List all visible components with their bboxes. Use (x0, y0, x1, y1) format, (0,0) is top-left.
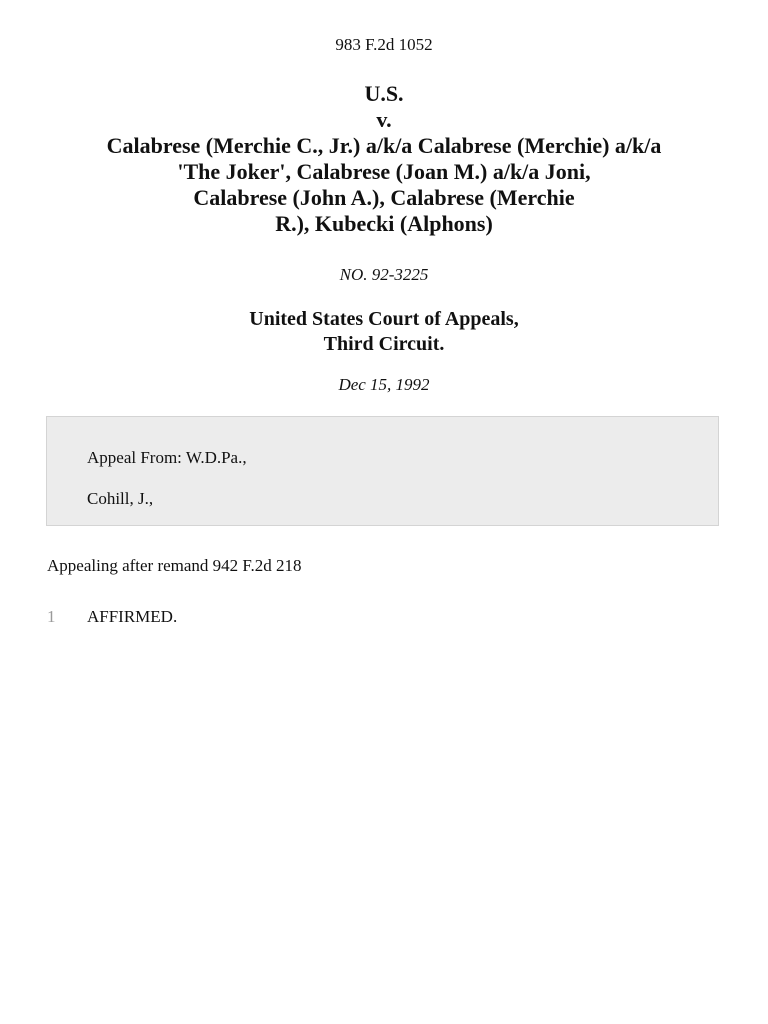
court-name-line: United States Court of Appeals, (249, 308, 519, 330)
case-title-line: Calabrese (Merchie C., Jr.) a/k/a Calabrese (Merchie) a/k/a (106, 133, 662, 158)
case-title-line: R.), Kubecki (Alphons) (275, 211, 493, 236)
case-title-line: v. (376, 107, 392, 132)
court-name (0, 307, 768, 357)
case-citation: 983 F.2d 1052 (335, 35, 433, 54)
docket-number: NO. 92-3225 (339, 265, 429, 284)
remand-note: Appealing after remand 942 F.2d 218 (47, 556, 302, 575)
case-title (40, 81, 728, 237)
case-title-line: 'The Joker', Calabrese (Joan M.) a/k/a Joni, (177, 159, 591, 184)
appeal-from: Appeal From: W.D.Pa., (87, 448, 247, 467)
judge-name: Cohill, J., (87, 489, 154, 508)
paragraph-number: 1 (47, 607, 56, 626)
case-title-line: U.S. (364, 81, 404, 106)
decision-date: Dec 15, 1992 (338, 375, 430, 394)
court-name-line: Third Circuit. (323, 333, 445, 355)
case-title-line: Calabrese (John A.), Calabrese (Merchie (193, 185, 575, 210)
appeal-info-box (46, 416, 719, 526)
paragraph-text: AFFIRMED. (87, 607, 178, 626)
